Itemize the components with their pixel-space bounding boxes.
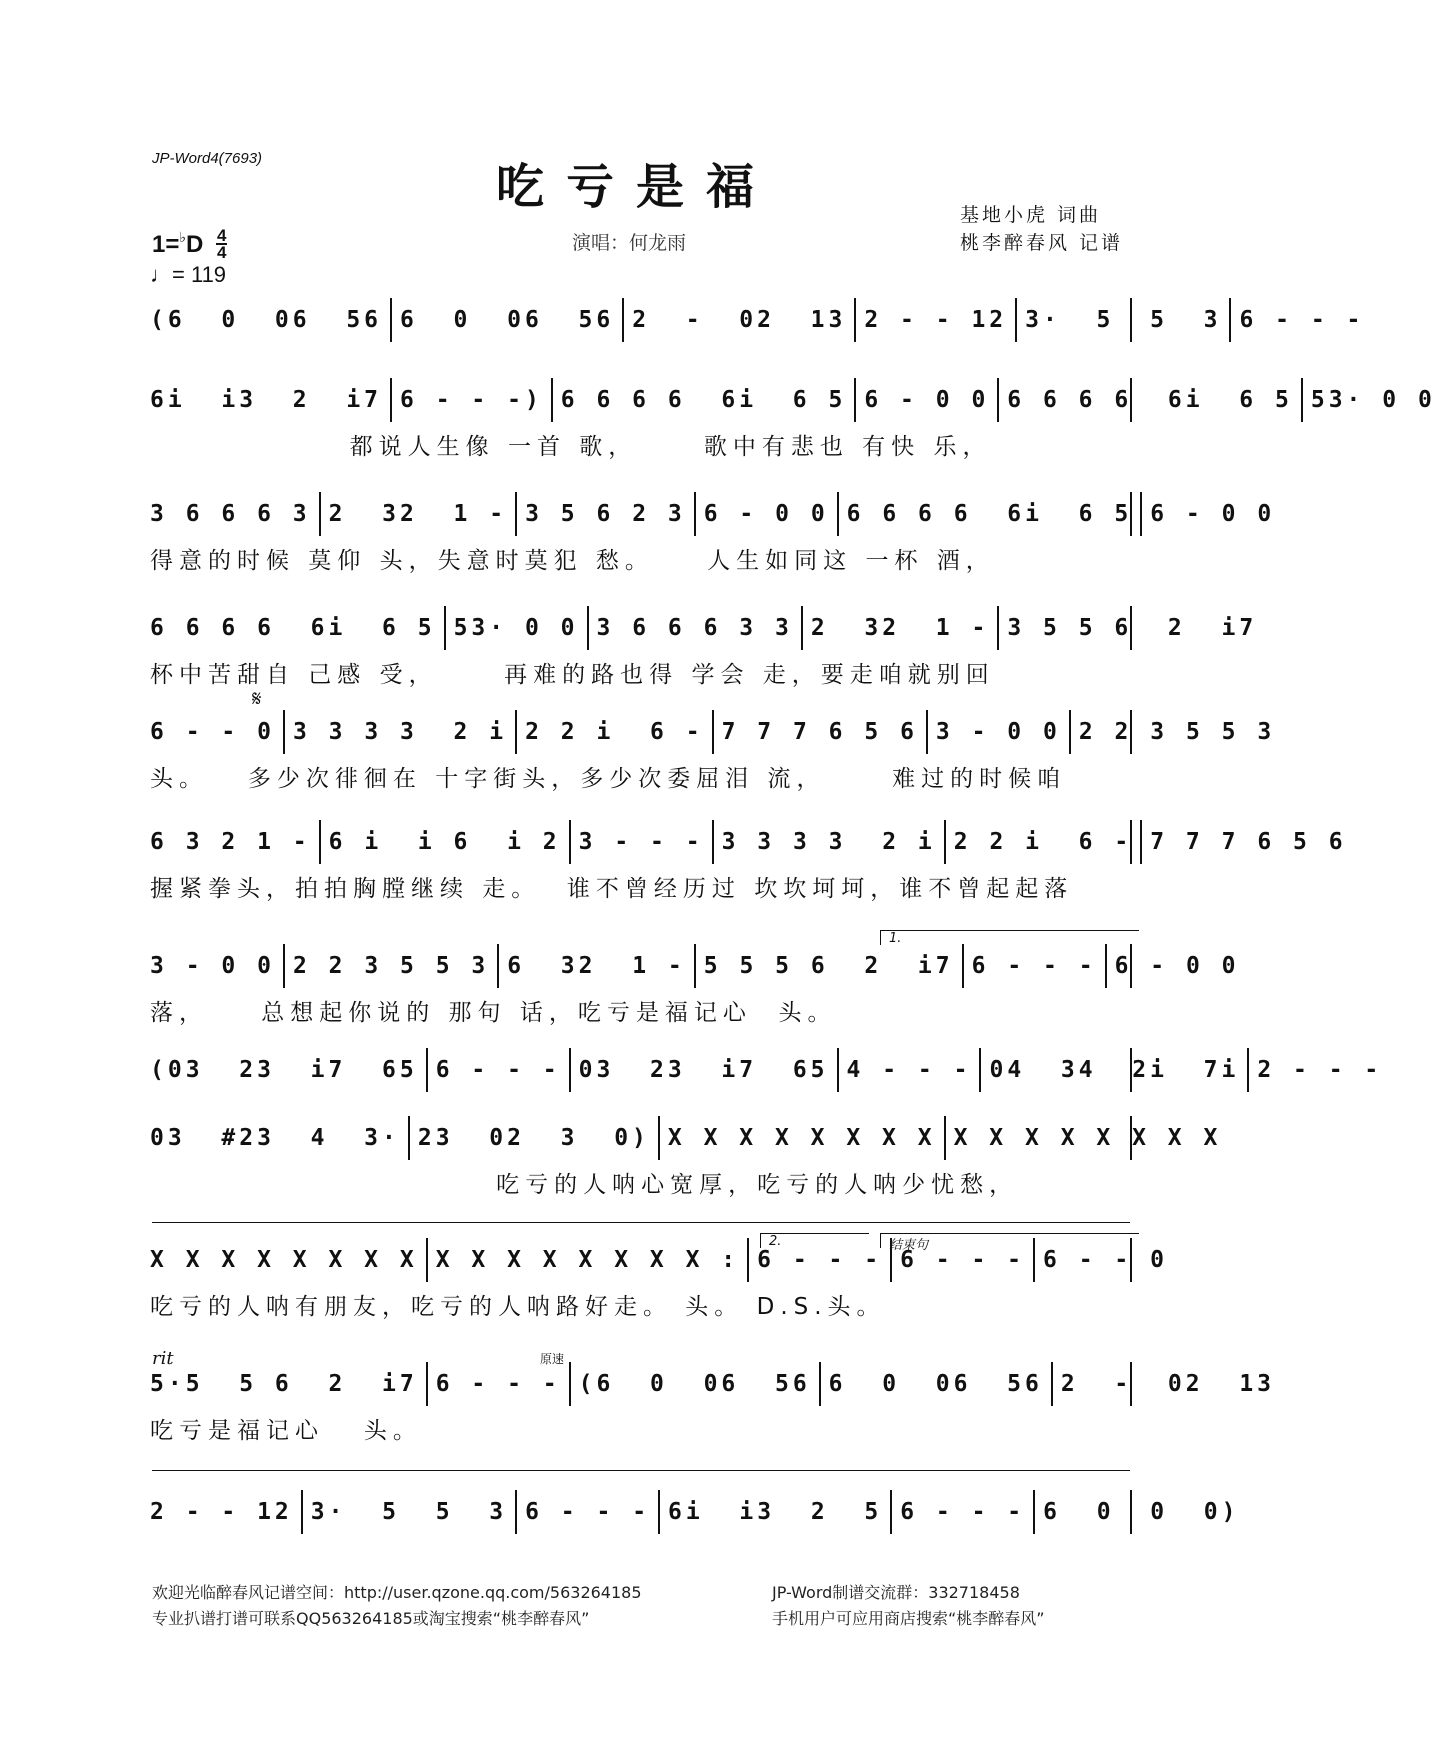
- lyric-line: 吃亏是福记心 头。: [150, 1418, 422, 1444]
- measure: 6i i3 2 i7: [150, 387, 383, 413]
- staff-bracket-line: [152, 1470, 1130, 1471]
- measure: 7 7 7 6 5 6: [712, 710, 926, 754]
- measure: 2 32 1 -: [801, 606, 997, 650]
- measure: 5·5 5 6 2 i7: [150, 1371, 418, 1397]
- measure: 6 i i 6 i 2: [319, 820, 569, 864]
- measure: 6 - - -: [426, 1048, 569, 1092]
- measure: 6 - - -: [426, 1362, 569, 1406]
- score-row: [150, 606, 1258, 650]
- measure: 4 - - -: [837, 1048, 980, 1092]
- lyric-line: 握紧拳头，拍拍胸膛继续 走。 谁不曾经历过 坎坎坷坷，谁不曾起起落: [150, 876, 1074, 902]
- measure: 3 3 3 3 2 i: [283, 710, 515, 754]
- score-row: [150, 820, 1347, 864]
- measure: 04 34 2i 7i: [979, 1048, 1247, 1092]
- measure: 6 6 6 6 6i 6 5: [997, 378, 1301, 422]
- measure: 6 - - 0: [150, 719, 275, 745]
- measure: 6 - - -: [515, 1490, 658, 1534]
- measure: X X X X X X X X :: [426, 1238, 747, 1282]
- measure: 6 - 0 0: [1140, 492, 1283, 536]
- measure: 6 - - -: [890, 1490, 1033, 1534]
- score-row: [150, 1048, 1383, 1092]
- measure: 6i i3 2 5: [658, 1490, 890, 1534]
- score-row: [150, 492, 1276, 536]
- key-signature: [152, 228, 227, 260]
- measure: 2 2 i 6 -: [944, 820, 1140, 864]
- measure: 6 - - -): [390, 378, 551, 422]
- measure: 3· 5 5 3: [1015, 298, 1229, 342]
- key-label: 1=: [152, 231, 180, 258]
- measure: 2 32 1 -: [319, 492, 515, 536]
- measure: 6 - - -: [747, 1238, 890, 1282]
- measure: 6 - 0 0: [694, 492, 837, 536]
- original-tempo-mark: 原速: [540, 1352, 565, 1366]
- measure: 6 - 0 0: [854, 378, 997, 422]
- score-row: [150, 944, 1240, 988]
- measure: 2 2 i 6 -: [515, 710, 711, 754]
- measure: X X X X X X X X: [150, 1247, 418, 1273]
- measure: 03 23 i7 65: [569, 1048, 837, 1092]
- measure: 53· 0 0: [444, 606, 587, 650]
- footer-contact: 专业扒谱打谱可联系QQ563264185或淘宝搜索“桃李醉春风”: [152, 1609, 590, 1628]
- lyric-line: 头。 多少次徘徊在 十字街头，多少次委屈泪 流， 难过的时候咱: [150, 766, 1067, 792]
- volta-2: 2.: [760, 1233, 869, 1248]
- measure: 53· 0 0: [1301, 378, 1444, 422]
- staff-bracket-line: [152, 1222, 1130, 1223]
- source-tag: JP-Word4(7693): [152, 150, 263, 167]
- lyric-line: 落， 总想起你说的 那句 话，吃亏是福记心 头。: [150, 1000, 837, 1026]
- measure: 3 - 0 0: [926, 710, 1069, 754]
- measure: 3· 5 5 3: [301, 1490, 515, 1534]
- time-top: 4: [217, 226, 227, 245]
- score-row: [150, 378, 1436, 422]
- footer-website: 欢迎光临醉春风记谱空间：http://user.qzone.qq.com/563264185: [152, 1583, 642, 1602]
- measure: 6 0 06 56: [390, 298, 622, 342]
- measure: (6 0 06 56: [569, 1362, 819, 1406]
- ending-label: 结束句: [880, 1233, 1139, 1248]
- measure: 2 - 02 13: [1051, 1362, 1283, 1406]
- score-row: [150, 1116, 1222, 1160]
- measure: 3 - - -: [569, 820, 712, 864]
- lyric-line: 得意的时候 莫仰 头，失意时莫犯 愁。 人生如同这 一杯 酒，: [150, 548, 995, 574]
- score-row: [150, 710, 1276, 754]
- measure: X X X X X X X X: [944, 1116, 1230, 1160]
- measure: 2 2 3 5 5 3: [283, 944, 497, 988]
- measure: X X X X X X X X: [658, 1116, 944, 1160]
- key-note: D: [185, 231, 204, 258]
- measure: 3 5 6 2 3: [515, 492, 694, 536]
- measure: 2 - - 12: [150, 1499, 293, 1525]
- lyric-line: 吃亏的人呐有朋友，吃亏的人呐路好走。 头。 D.S.头。: [150, 1294, 886, 1320]
- measure: 6 32 1 -: [497, 944, 693, 988]
- measure: 03 #23 4 3·: [150, 1125, 400, 1151]
- time-signature: [216, 228, 227, 260]
- measure: 3 - 0 0: [150, 953, 275, 979]
- footer-group: JP-Word制谱交流群：332718458: [772, 1583, 1020, 1602]
- measure: 23 02 3 0): [408, 1116, 658, 1160]
- measure: 6 - - -: [962, 944, 1105, 988]
- measure: 6 0 06 56: [819, 1362, 1051, 1406]
- lyric-line: 吃亏的人呐心宽厚，吃亏的人呐少忧愁，: [150, 1172, 1019, 1198]
- lyricist-composer: 基地小虎 词曲: [960, 204, 1102, 226]
- measure: (6 0 06 56: [150, 307, 383, 333]
- measure: 6 - - 0: [1033, 1238, 1176, 1282]
- measure: 6 6 6 6 6i 6 5: [551, 378, 855, 422]
- measure: 5 5 5 6 2 i7: [694, 944, 962, 988]
- measure: 6 - 0 0: [1105, 944, 1248, 988]
- measure: 3 5 5 6 2 i7: [997, 606, 1265, 650]
- measure: 2 - - 12: [854, 298, 1015, 342]
- performer: 演唱：何龙雨: [572, 232, 687, 254]
- score-row: [150, 1238, 1168, 1282]
- measure: 6 0 0 0): [1033, 1490, 1247, 1534]
- score-row: [150, 298, 1365, 342]
- measure: 2 - 02 13: [622, 298, 854, 342]
- measure: 3 3 3 3 2 i: [712, 820, 944, 864]
- score-row: [150, 1490, 1240, 1534]
- rit-mark: rit: [152, 1348, 174, 1369]
- measure: 6 3 2 1 -: [150, 829, 311, 855]
- lyric-line: 杯中苦甜自 己感 受， 再难的路也得 学会 走，要走咱就别回: [150, 662, 995, 688]
- measure: 6 6 6 6 6i 6 5: [837, 492, 1141, 536]
- volta-1: 1.: [880, 930, 1139, 945]
- measure: 3 6 6 6 3: [150, 501, 311, 527]
- segno-mark: 𝄋: [252, 687, 262, 712]
- measure: 2 2 3 5 5 3: [1069, 710, 1283, 754]
- tempo-mark: ♩= 119: [150, 262, 227, 287]
- flat-sign: ♭: [179, 229, 186, 245]
- measure: 6 - - -: [1229, 298, 1372, 342]
- measure: 7 7 7 6 5 6: [1140, 820, 1354, 864]
- measure: 3 6 6 6 3 3: [587, 606, 801, 650]
- measure: 6 6 6 6 6i 6 5: [150, 615, 436, 641]
- footer-app: 手机用户可应用商店搜索“桃李醉春风”: [772, 1609, 1045, 1628]
- measure: 2 - - -: [1247, 1048, 1390, 1092]
- score-row: [150, 1362, 1276, 1406]
- song-title: 吃亏是福: [495, 159, 776, 215]
- transcriber: 桃李醉春风 记谱: [960, 232, 1124, 254]
- measure: (03 23 i7 65: [150, 1057, 418, 1083]
- measure: 6 - - -: [890, 1238, 1033, 1282]
- lyric-line: 都说人生像 一首 歌， 歌中有悲也 有快 乐，: [150, 434, 992, 460]
- time-bottom: 4: [217, 243, 227, 262]
